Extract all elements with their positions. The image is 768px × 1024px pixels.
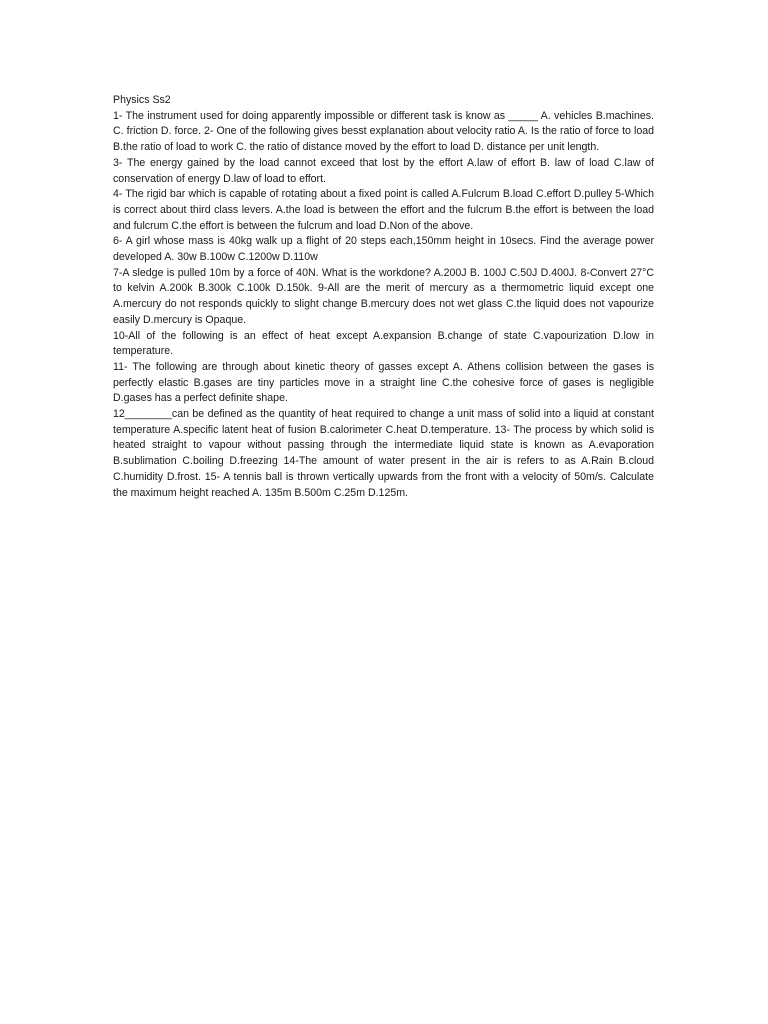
question-block-4-5: 4- The rigid bar which is capable of rotating about a fixed point is called A.Fulcrum B.load C.effort D.pulley 5-Which is correct about third class levers. A.the load is between the effort and the fulcrum B.the effort is between the load and fulcrum C.the effort is between the fulcrum and load D.Non of the above. <box>113 188 654 232</box>
question-block-1: 1- The instrument used for doing apparently impossible or different task is know as _____ A. vehicles B.machines. C. friction D. force. 2- One of the following gives besst explanation about velocity ratio A. Is the ratio of force to load B.the ratio of load to work C. the ratio of distance moved by the effort to load D. distance per unit length. <box>113 109 654 154</box>
question-block-6: 6- A girl whose mass is 40kg walk up a flight of 20 steps each,150mm height in 10secs. Find the average power developed A. 30w B.100w C.1200w D.110w <box>113 235 654 264</box>
question-block-12-15: 12________can be defined as the quantity of heat required to change a unit mass of solid into a liquid at constant temperature A.specific latent heat of fusion B.calorimeter C.heat D.temperature. 13- The process by which solid is heated straight to vapour without passing through the intermediate liquid state is known as A.evaporation B.sublimation C.boiling D.freezing 14-The amount of water present in the air is refers to as A.Rain B.cloud C.humidity D.frost. 15- A tennis ball is thrown vertically upwards from the front with a velocity of 50m/s. Calculate the maximum height reached A. 135m B.500m C.25m D.125m. <box>113 408 654 499</box>
question-block-11: 11- The following are through about kinetic theory of gasses except A. Athens collision between the gases is perfectly elastic B.gases are tiny particles move in a straight line C.the cohesive force of gases is negligible D.gases has a perfect definite shape. <box>113 360 654 405</box>
document-title: Physics Ss2 <box>113 94 171 106</box>
document-page <box>113 93 654 501</box>
question-block-10: 10-All of the following is an effect of heat except A.expansion B.change of state C.vapourization D.low in temperature. <box>113 329 654 358</box>
question-block-3: 3- The energy gained by the load cannot exceed that lost by the effort A.law of effort B. law of load C.law of conservation of energy D.law of load to effort. <box>113 156 654 185</box>
question-block-7-9: 7-A sledge is pulled 10m by a force of 40N. What is the workdone? A.200J B. 100J C.50J D.400J. 8-Convert 27°C to kelvin A.200k B.300k C.100k D.150k. 9-All are the merit of mercury as a thermometric liquid except one A.mercury do not responds quickly to slight change B.mercury does not wet glass C.the liquid does not vapourize easily D.mercury is Opaque. <box>113 266 654 326</box>
